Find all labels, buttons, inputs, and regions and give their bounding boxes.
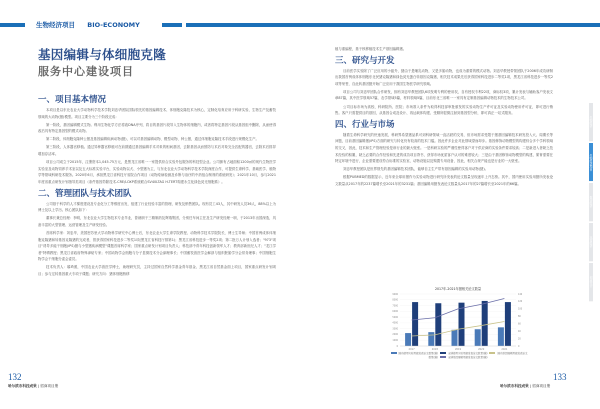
side-tab-nav	[589, 103, 600, 303]
footer-sub: 招商项目册	[40, 384, 59, 388]
y-tick-left: 3000	[392, 327, 398, 331]
legend-swatch	[440, 356, 446, 358]
bar	[428, 332, 434, 346]
page-number-left: 132	[8, 372, 22, 382]
header-rule-short	[162, 23, 182, 27]
side-tab[interactable]: 冰雪经济	[589, 223, 593, 262]
legend-swatch	[440, 352, 446, 354]
project-title: 基因编辑与体细胞克隆	[38, 47, 167, 62]
heading-market: 四、行业与市场	[335, 119, 395, 130]
header-rule-long	[186, 23, 600, 27]
y-tick-left: 0	[396, 344, 398, 348]
y-tick-right: 0	[518, 344, 520, 348]
paragraph: 董事长兼总经理：李明，东北农业大学生物技术专业毕业，曾就职于三精制药及辉瑞集团，分别任车间主任及生产研发经理一职，于2013年出国深造，具备丰富的大型管理、运营管理及生产研发经验。	[38, 216, 276, 227]
y-tick-left: 4000	[392, 321, 398, 325]
side-tab[interactable]: 生物经济	[589, 103, 593, 142]
legend-swatch	[391, 352, 397, 354]
side-tab[interactable]: 生物经济项目	[589, 143, 593, 182]
paragraph: 项目公司成立于2015年，注册资本1,045.75万元，是黑龙江省唯一一家提供综合实验外包服务的科技型企业。公司拥有占地面积1200㎡的现代生物医学实验室及动物饲养手术室以及五大标准实验平台，实验动物以犬、小型猪为主，与东北农业大学动物科学技术学院深度合作，可提供生命科学、基础医学、植物学等领域科研技术服务。2020年6月，承担黑龙江省科技厅省院合作项目《动物疫病检测及诊断与治疗的中药组合制剂的系统研发》；2021年10月，参与2021年度省重点研发计划指导类项目《条件基因剪除技术-CRE/LOXP系统联合SV40LTAG H-TERT构建永生化绿色荧光细胞系》。	[38, 160, 276, 184]
bar	[405, 333, 411, 346]
x-tick: 2017	[408, 348, 415, 351]
legend-item: 国内基因编辑用猪发表论文数量(篇)	[428, 352, 528, 359]
paragraph: 植与重编程，基于核移植技术生产基因编辑猪。	[335, 47, 407, 51]
y-tick-left: 1000	[392, 339, 398, 343]
footer-right: 哈尔滨市科技成果 | 招商项目册	[500, 384, 551, 388]
bar	[412, 302, 418, 346]
x-tick: 2021	[501, 348, 508, 351]
paper-count-chart	[378, 286, 538, 370]
project-subtitle: 服务中心建设项目	[38, 65, 134, 78]
y-tick-right: 80	[518, 315, 521, 319]
heading-rnd: 三、研究与开发	[335, 55, 395, 66]
left-column	[38, 92, 276, 279]
footer-sub: 招商项目册	[532, 384, 551, 388]
y-tick-left: 5000	[392, 315, 398, 319]
chart-legend	[388, 352, 528, 360]
paragraph: 本项目是以东北农业大学动物科学技术学院刘忠华团队国际领先的基因编辑技术、体细胞克隆技术为核心，定制化培育应用于科研实验、生物生产及畜牧领域的大动物(猪)模型。项目主要分为三个阶段完成：	[38, 108, 276, 119]
header-rule-left	[0, 23, 25, 27]
paragraph: 随着生命科学研究的快速发展，科研界希望猪品系可到科研领域一直活跃的交易，但市场需求受限于猪基因编辑技术研发投入大、周期长等问题，目前基因编辑猪(iPS)方面的研究与转化仍有较高的技术门槛。因此许多企业对此领域望而却步。基因修饰动物模型的构建综合多个学科领域的交叉，因此，技术和生产管理经验是该行业的最大壁垒。一是科研实验的严谨性使得客户对于供应商的实验条件要求较高；二是新进入者缺乏技术经验的积累，缺乏必要的合作经验和先进的成功项目背书，获得市场优质客户认可的难度较大；三是由于基因修饰动物模型的构建，繁育需要在特定环境中进行，企业需要建设符合标准的实验室、动物设施以及购置专用设备，因此，相关合规产能也是行业的一大壁垒。	[335, 132, 553, 164]
y-tick-left: 2000	[392, 333, 398, 337]
footer-left: 哈尔滨市科技成果 | 招商项目册	[8, 384, 59, 388]
section-tag	[36, 20, 150, 29]
y-tick-right: 140	[518, 292, 523, 296]
y-tick-left: 8000	[392, 298, 398, 302]
side-tab[interactable]: 创意设计	[589, 263, 593, 302]
paragraph: 技术负责人：翁琦照，中国农业大学兽医学博士，助理研究员，主持过国家自然科学基金青年基金、黑龙江省自然基金面上项目，国家重点研发计划项目；参与过转基因重大专项子课题；研究方向：猪体细胞核移	[38, 265, 276, 276]
paragraph: 公司基于科学的人才梯度建设及专业化分工等维度出发，组建了行业经验丰富的管理、研发及销售团队。现有员工43人，其中研发人员36人，88%以上为博士及以上学历。核心团队如下：	[38, 201, 276, 213]
right-column	[335, 46, 553, 189]
bar	[435, 303, 441, 346]
paragraph: 第三阶段，人体器官移植。通过异种器官移植可在前期通过基因编辑手术对象的相间基因，去除基因从而预防与术后对象完全匹配的器官，去除术后排异增加存活率。	[38, 145, 276, 157]
footer-org: 哈尔滨市科技成果	[8, 384, 37, 388]
bar	[498, 327, 504, 346]
x-tick: 2019	[454, 348, 462, 351]
bar	[459, 303, 465, 346]
legend-swatch	[489, 352, 495, 354]
legend-item: 全球使用实验用猪发表论文数量(篇)	[438, 352, 487, 355]
heading-team: 二、管理团队与技术团队	[38, 188, 132, 199]
chart-plot	[378, 286, 538, 352]
y-tick-left: 7000	[392, 304, 398, 308]
paragraph: 公司目标市场为高校、科研院所、医院；市场准入条件为取得科技部审批颁发的实验动物生产许可证及实验动物使用许可证，即可进行销售。客户只需提供目的基因，从基因合成及设计、再达载体构建、受精卵显微注射到基因型分析，即可真正一站式服务。	[335, 104, 553, 116]
bar	[475, 329, 481, 346]
legend-item: 全球基因编辑用猪发表论文数量(篇)	[438, 356, 487, 359]
y-tick-right: 120	[518, 300, 523, 304]
chart-title: 2017年-2021年猪相关论文数量	[434, 287, 482, 291]
y-tick-right: 60	[518, 322, 521, 326]
paragraph: 刘忠华教授团队是世界领先的基因编辑技术团队，能够自主生产带有基因编辑的实验用动物(猪)。	[343, 167, 489, 172]
x-tick: 2020	[478, 348, 485, 351]
bar	[482, 301, 488, 346]
side-tab[interactable]: 数字经济	[589, 183, 593, 222]
y-tick-left: 6000	[392, 310, 398, 314]
paragraph: 根据PUBMED的数据显示，近年来全球用猪作为实验动物进行研究所发表的论文数量呈现逐年上升态势。其中，国内使用实验用猪所发表论文数量从2017年的2237篇增长至2021年的3231篇；基因编辑用猪发表论文数量从2017年的27篇增长至2021年的66篇。	[335, 175, 553, 186]
y-tick-left: 9000	[392, 292, 398, 296]
series-line	[412, 298, 505, 320]
section-tag-en: BIO-ECONOMY	[87, 21, 140, 29]
heading-basic-info: 一、项目基本情况	[38, 95, 107, 105]
paragraph: 第二阶段，体细胞克隆种公猪及基因编辑疾病动物(猪)，可以对基因编辑动物、模型动物、种公猪，通过体细胞克隆技术手段进行规模化生产。	[46, 137, 259, 142]
page-number-right: 133	[553, 372, 567, 382]
paragraph: 目前医学实验除了广泛应用的小鼠外，猪由于是哺乳动物，又是多胎动物，也成为重要的模式动物。刘忠华教授带领团队于2006年成功研制出我国首例成体体细胞东北民猪克隆猪和绿色荧光蛋白转基因克隆猪，相关技术成果先后获得国家科技进步二等奖1项，黑龙江省科技进步一等奖2项等荣誉，自此转基因猪开始广泛应用于我国生物医学研究领域。	[335, 68, 553, 86]
footer-org: 哈尔滨市科技成果	[500, 384, 529, 388]
y-tick-right: 100	[518, 307, 523, 311]
bar	[452, 330, 458, 346]
y-tick-right: 40	[518, 329, 521, 333]
paragraph: 第一阶段，基因编辑模式生物。利用生物化学方法将改DNA序列，将目的基因片段导入生物体的细胞内，或者将特定基因片段从基因组中删除，从而使得改后具有特定基因型的模式动物。	[38, 122, 276, 134]
section-tag-cn: 生物经济项目	[36, 21, 75, 29]
paragraph: 项目公司与刘忠华团队合作研发，拥有刘忠华教授团队6项发明专利的使用权，自有授权专利22项，商标权3项，累计发表与辅助客户发表文章87篇，其中医学领域57篇，农学领域5篇，材料领域5篇，目前东北三省唯一一家具有定制基因编辑动物技术的生物技术公司。	[335, 89, 553, 101]
y-tick-right: 20	[518, 337, 521, 341]
legend-item: 国内使用实验用猪发表论文数量(篇)	[389, 352, 438, 355]
paragraph: 首席科学家：刘忠华，美国密苏里大学动物科学研究中心博士后，东北农业大学生命学院教授、动物科学技术学院院长，博士生导师；中国首例成体体细胞克隆猪和转基因克隆猪的完成者，曾获得国家科技进步二等奖1项(黑龙江省科技厅排第1)；黑龙江省科技进步一等奖2项；第二批万人计划入选者；"973"项目"诱导多能干细胞(iPS)猪与小型猪疾病模型"课题首席科学家；国家重点研发计划项目负责人；科技部中青年科技创新领军人才；教育部新世纪人才；"龙江学者"特聘教授；黑龙江省政府特殊津贴专家；中国动物学会细胞与分子显微技术分会副理事长；中国畜牧兽医学会解剖与组织胚胎学分会常务理事；中国细胞生物学会干细胞分委会委员。	[38, 230, 276, 262]
x-tick: 2018	[431, 348, 438, 351]
bar	[505, 302, 511, 346]
